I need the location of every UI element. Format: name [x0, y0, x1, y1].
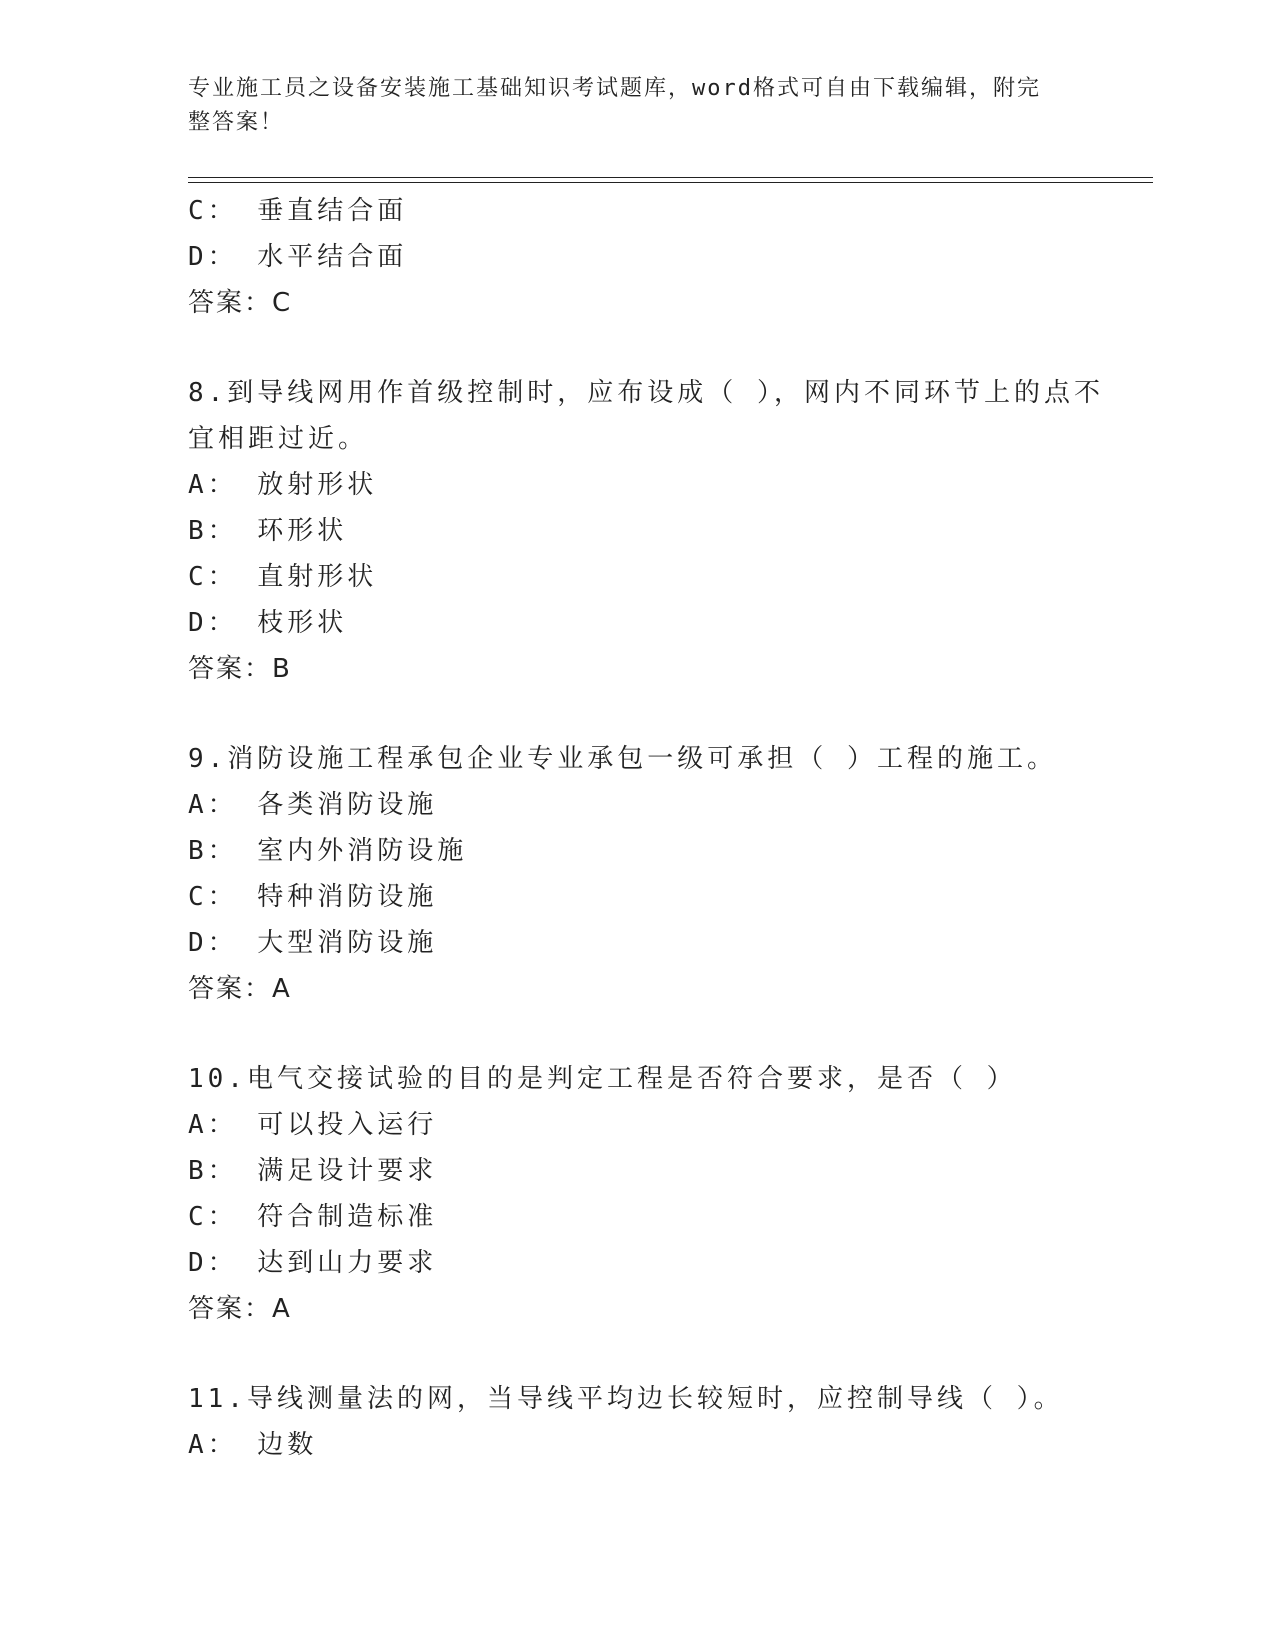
option-c: C： 直射形状 — [188, 562, 378, 592]
question-10 — [188, 1056, 1088, 1332]
option-d: D： 枝形状 — [188, 608, 348, 638]
option-a: A： 各类消防设施 — [188, 790, 438, 820]
spacer — [188, 692, 1088, 736]
answer-line: 答案：C — [188, 288, 293, 318]
header-divider-top — [188, 177, 1153, 178]
option-a: A： 可以投入运行 — [188, 1110, 438, 1140]
question-8 — [188, 370, 1104, 692]
spacer — [188, 1332, 1088, 1376]
document-header — [188, 72, 1068, 140]
option-b: B： 室内外消防设施 — [188, 836, 468, 866]
option-d: D： 达到山力要求 — [188, 1248, 438, 1278]
spacer — [188, 326, 1088, 370]
option-a: A： 边数 — [188, 1430, 318, 1460]
option-a: A： 放射形状 — [188, 470, 378, 500]
question-stem: 9.消防设施工程承包企业专业承包一级可承担（ ）工程的施工。 — [188, 744, 1057, 774]
option-c: C： 符合制造标准 — [188, 1202, 438, 1232]
question-stem: 10.电气交接试验的目的是判定工程是否符合要求，是否（ ） — [188, 1064, 1017, 1094]
answer-line: 答案：A — [188, 974, 292, 1004]
option-b: B： 环形状 — [188, 516, 348, 546]
option-c: C： 特种消防设施 — [188, 882, 438, 912]
answer-line: 答案：B — [188, 654, 292, 684]
question-list — [188, 188, 1104, 1468]
question-stem: 8.到导线网用作首级控制时，应布设成（ ），网内不同环节上的点不 — [188, 378, 1104, 408]
question-9 — [188, 736, 1088, 1012]
question-stem-continued: 宜相距过近。 — [188, 424, 369, 454]
option-d: D： 水平结合面 — [188, 242, 408, 272]
header-line-2: 整答案！ — [188, 110, 285, 135]
question-11 — [188, 1376, 1088, 1468]
header-line-1: 专业施工员之设备安装施工基础知识考试题库，word格式可自由下载编辑，附完 — [188, 76, 1041, 101]
option-b: B： 满足设计要求 — [188, 1156, 438, 1186]
spacer — [188, 1012, 1088, 1056]
answer-line: 答案：A — [188, 1294, 292, 1324]
question-7-tail — [188, 188, 1088, 326]
question-stem: 11.导线测量法的网，当导线平均边长较短时，应控制导线（ ）。 — [188, 1384, 1064, 1414]
option-c: C： 垂直结合面 — [188, 196, 408, 226]
option-d: D： 大型消防设施 — [188, 928, 438, 958]
header-divider-bottom — [188, 182, 1153, 183]
